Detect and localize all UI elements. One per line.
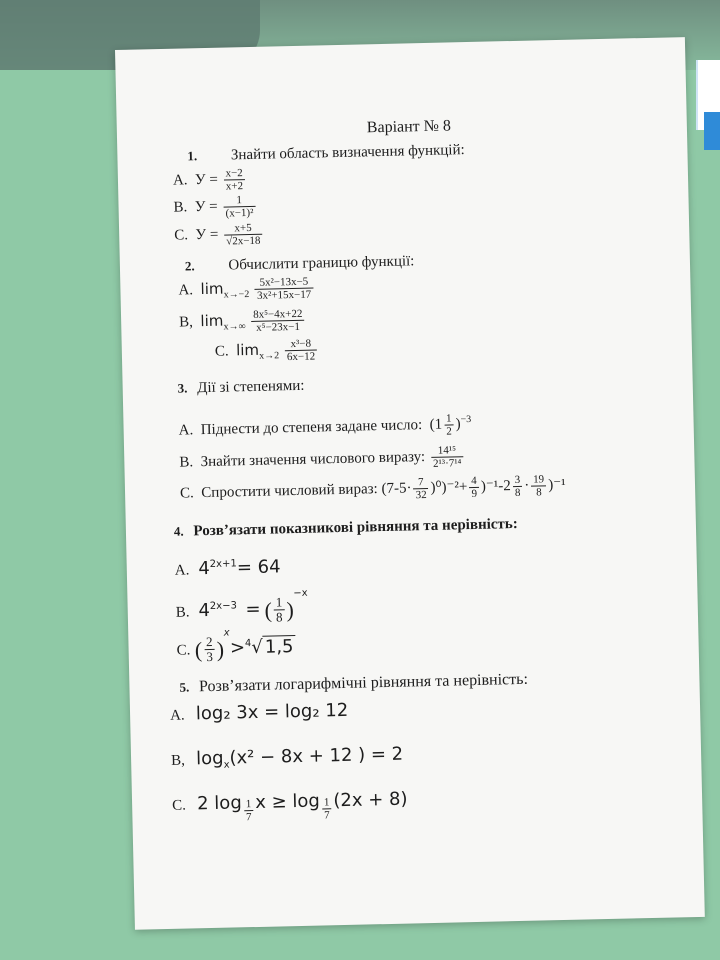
- task-5c: С. 2 log $\frac{1}{7}$ x ≥ log $\frac{1}{7}$ (2x + 8): [171, 788, 408, 824]
- task-3b: В. Знайти значення числового виразу: $\frac{\text{14¹⁵}}{\text{2¹³·7¹⁴}}$: [179, 444, 462, 471]
- task-1a: А. У = $\frac{x-2}{x+2}$: [172, 167, 244, 193]
- task-2a: А. $\lim_{x\to-2}$ $\frac{\text{5x²−13x−5}}{\text{3x²+15x−17}}$: [178, 275, 312, 302]
- blue-object: [704, 112, 720, 150]
- worksheet: [115, 37, 705, 930]
- variant-title: Варіант № 8: [366, 117, 452, 137]
- task-5a: А. log₂ 3x = log₂ 12: [169, 699, 349, 725]
- task-4a: А. $4^{2x+1}= 64$: [174, 556, 281, 580]
- section-3-heading: 3. Дії зі степенями:: [177, 377, 305, 397]
- task-5b: В, $\log_x(x^2 - 8x + 12$ ) = 2: [170, 743, 404, 771]
- task-3a: А. Піднести до степеня задане число: (1 $\frac{1}{2}$ )$^{-3}$: [178, 412, 472, 439]
- task-4b: В. $4^{2x-3}$ = ( $\frac{1}{8}$ )$^{-x}$: [175, 587, 308, 625]
- section-2-heading: 2. Обчислити границю функції:: [184, 253, 415, 274]
- task-1b: В. У = $\frac{1}{\text{(x−1)²}}$: [173, 194, 254, 220]
- task-2b: В, $\lim_{x\to\infty}$ $\frac{\text{8x⁵−4x+22}}{\text{x⁵−23x−1}}$: [179, 308, 307, 336]
- section-4-heading: 4. Розв’язати показникові рівняння та нерівність:: [173, 515, 518, 540]
- section-5-heading: 5. Розв’язати логарифмічні рівняння та нерівність:: [179, 670, 529, 696]
- task-2c: С. $\lim_{x\to 2}$ $\frac{\text{x³−8}}{6x-12}$: [214, 337, 316, 364]
- task-3c: С. Спростити числовий вираз: (7-5· $\frac{7}{32}$ )⁰)⁻²+ $\frac{4}{9}$ )⁻¹-2 $\frac{3}{8}$ · $\frac{19}{8}$ )⁻¹: [179, 473, 566, 502]
- task-1c: С. У = $\frac{x+5}{√2x-18}$: [174, 221, 261, 248]
- paper-sheet: [115, 37, 705, 930]
- section-1-heading: 1. Знайти область визначення функцій:: [187, 142, 465, 164]
- task-4c: С. ( $\frac{2}{3}$ )$^x$>$^4$√1,5: [176, 627, 294, 665]
